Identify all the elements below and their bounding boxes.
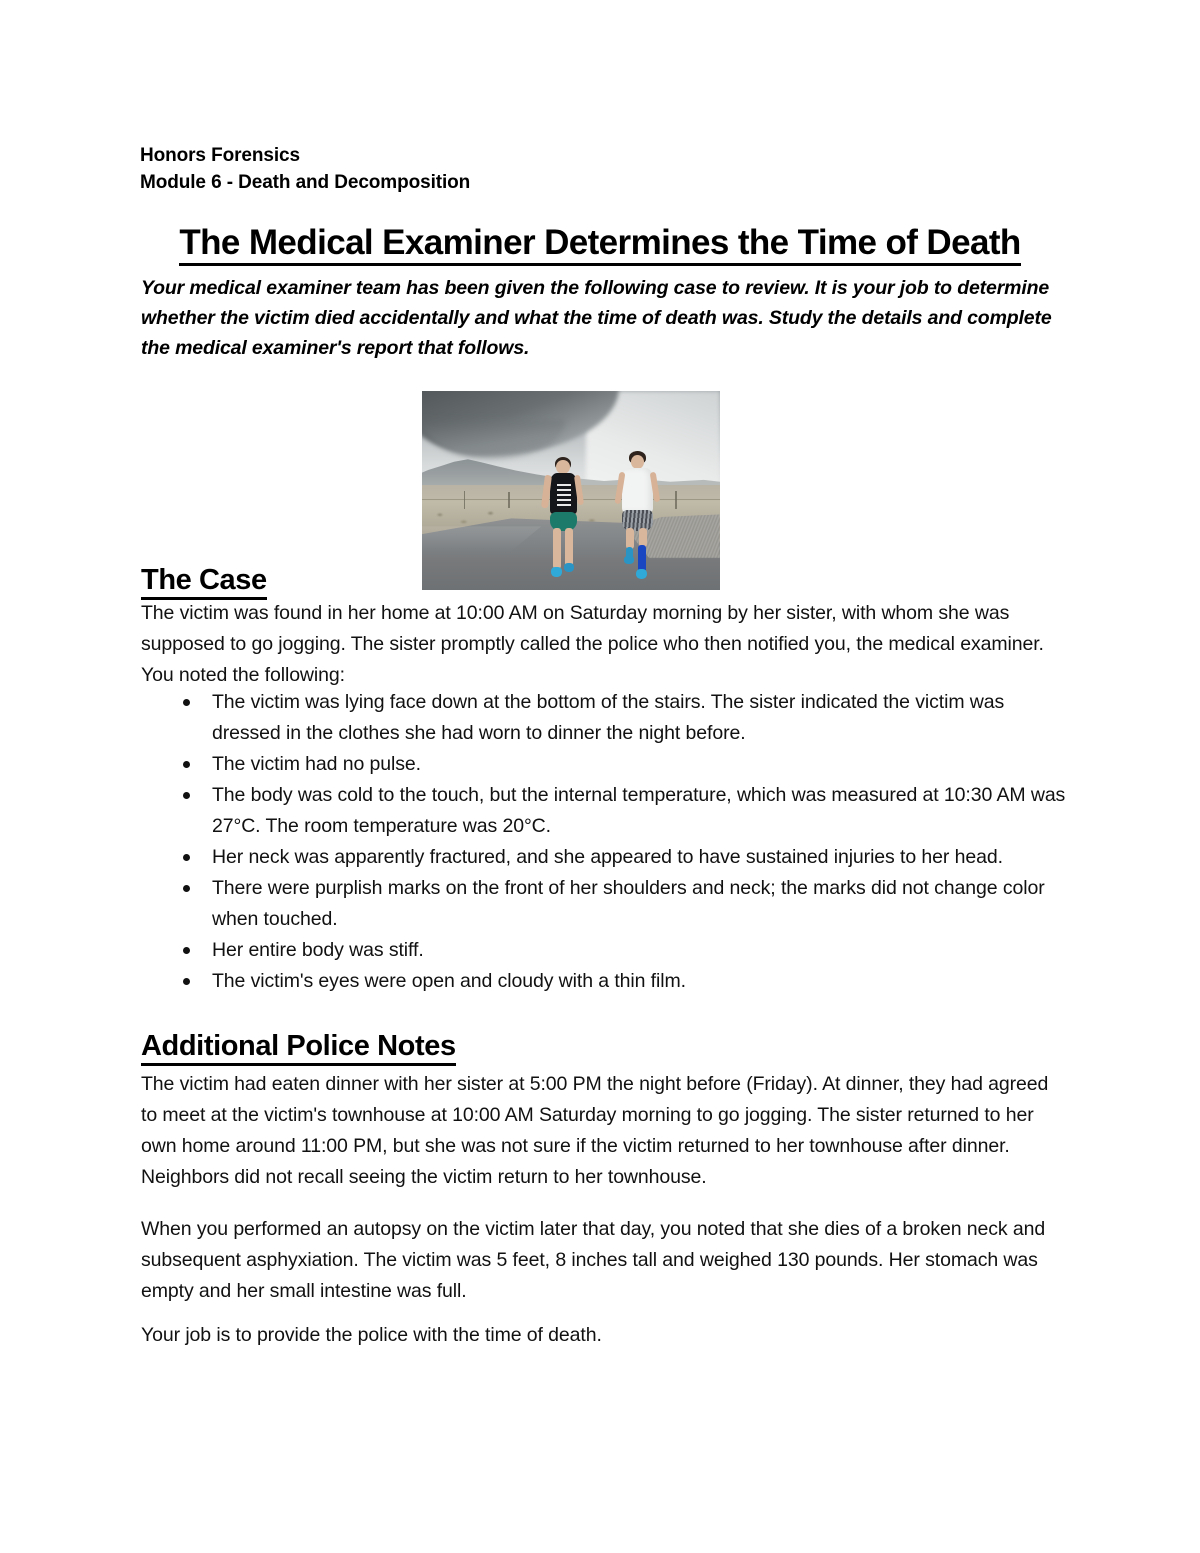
runner-right-shoe-front (636, 569, 647, 580)
runner-left (532, 457, 595, 582)
runner-right-head (631, 455, 645, 469)
runner-left-leg-front (553, 528, 561, 569)
bullet-icon (183, 854, 190, 861)
list-item-text: The victim's eyes were open and cloudy with a thin film. (212, 970, 686, 992)
list-item-text: Her neck was apparently fractured, and she appeared to have sustained injuries to her head. (212, 846, 1003, 868)
intro-paragraph: Your medical examiner team has been given the following case to review. It is your job to determine whether the victim died accidentally and what the time of death was. Study the details and complete the medical examiner's report that follows. (141, 277, 1052, 359)
list-item (181, 842, 1066, 873)
list-item (181, 749, 1066, 780)
list-item (181, 780, 1066, 842)
bullet-icon (183, 699, 190, 706)
list-item-text: The victim had no pulse. (212, 753, 421, 775)
list-item (181, 687, 1066, 749)
list-item (181, 873, 1066, 935)
section-heading-police-notes (141, 1030, 456, 1063)
module-name: Module 6 - Death and Decomposition (140, 172, 471, 193)
runner-right-leg-back (639, 528, 647, 546)
bullet-icon (183, 885, 190, 892)
runner-right (607, 451, 670, 582)
runner-left-shoe-back (564, 563, 574, 572)
bullet-icon (183, 761, 190, 768)
list-item-text: The victim was lying face down at the bottom of the stairs. The sister indicated the victim was dressed in the clothes she had worn to dinner the night before. (212, 691, 1005, 744)
police-notes-paragraph-3: Your job is to provide the police with the time of death. (141, 1324, 602, 1346)
section-heading-the-case (141, 564, 267, 597)
runner-right-tshirt (622, 468, 653, 513)
section-heading-police-notes-text: Additional Police Notes (141, 1030, 456, 1066)
course-name: Honors Forensics (140, 145, 300, 166)
bullet-icon (183, 978, 190, 985)
page-title-text: The Medical Examiner Determines the Time of Death (179, 223, 1020, 266)
runner-right-sock-front (638, 545, 646, 571)
page-title (140, 222, 1060, 264)
joggers-photo (422, 391, 720, 590)
case-intro-paragraph: The victim was found in her home at 10:00 AM on Saturday morning by her sister, with whom she was supposed to go jogging. The sister promptly called the police who then notified you, the medical examiner. You noted the following: (141, 602, 1044, 686)
section-heading-the-case-text: The Case (141, 564, 267, 600)
police-notes-paragraph-2: When you performed an autopsy on the victim later that day, you noted that she dies of a broken neck and subsequent asphyxiation. The victim was 5 feet, 8 inches tall and weighed 130 pounds. Her stomach was empty and her small intestine was full. (141, 1218, 1046, 1302)
bullet-icon (183, 792, 190, 799)
runner-left-shoe-front (551, 567, 562, 577)
bullet-icon (183, 947, 190, 954)
joggers-photo-canvas (422, 391, 720, 590)
list-item (181, 935, 1066, 966)
police-notes-paragraph-1: The victim had eaten dinner with her sister at 5:00 PM the night before (Friday). At dinner, they had agreed to meet at the victim's townhouse at 10:00 AM Saturday morning to go jogging. The sister returned to her own home around 11:00 PM, but she was not sure if the victim returned to her townhouse after dinner. Neighbors did not recall seeing the victim return to her townhouse. (141, 1073, 1049, 1188)
list-item-text: There were purplish marks on the front of her shoulders and neck; the marks did not change color when touched. (212, 877, 1045, 930)
document-header (140, 142, 1060, 196)
runner-right-shoe-back (624, 556, 633, 564)
runner-left-leg-back (565, 528, 573, 566)
list-item (181, 966, 1066, 997)
list-item-text: Her entire body was stiff. (212, 939, 424, 961)
runner-left-shirt-graphic (557, 483, 571, 506)
list-item-text: The body was cold to the touch, but the internal temperature, which was measured at 10:30 AM was 27°C. The room temperature was 20°C. (212, 784, 1066, 837)
case-observations-list (181, 687, 1066, 997)
